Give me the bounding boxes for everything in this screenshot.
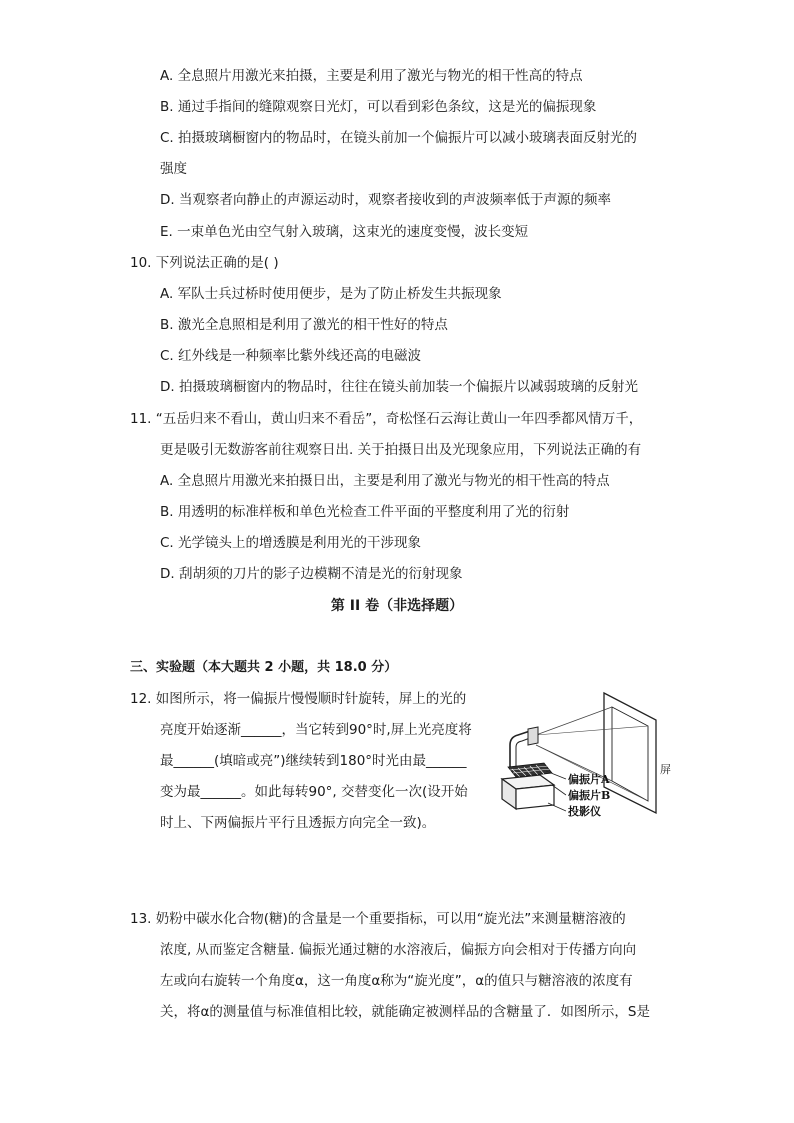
q13-line-4: 关，将α的测量值与标准值相比较，就能确定被测样品的含糖量了．如图所示，S是 xyxy=(160,1004,650,1020)
q9-option-e: E. 一束单色光由空气射入玻璃，这束光的速度变慢，波长变短 xyxy=(160,224,529,240)
q12-figure xyxy=(496,685,671,835)
label-projector: 投影仪 xyxy=(568,805,601,818)
q11-option-a: A. 全息照片用激光来拍摄日出，主要是利用了激光与物光的相干性高的特点 xyxy=(160,473,610,489)
q10-option-c: C. 红外线是一种频率比紫外线还高的电磁波 xyxy=(160,348,422,364)
label-screen: 屏 xyxy=(660,763,671,776)
q10-option-b: B. 激光全息照相是利用了激光的相干性好的特点 xyxy=(160,317,448,333)
q12-line-4: 变为最______。如此每转90°, 交替变化一次(设开始 xyxy=(160,784,468,800)
polarizer-grid xyxy=(508,763,552,777)
q12-line-3: 最______(填暗或亮”)继续转到180°时光由最______ xyxy=(160,753,467,769)
q9-option-b: B. 通过手指间的缝隙观察日光灯，可以看到彩色条纹，这是光的偏振现象 xyxy=(160,99,597,115)
q12-line-1: 12. 如图所示，将一偏振片慢慢顺时针旋转，屏上的光的 xyxy=(130,691,467,707)
q10-stem: 10. 下列说法正确的是( ) xyxy=(130,255,279,271)
q10-option-a: A. 军队士兵过桥时使用便步，是为了防止桥发生共振现象 xyxy=(160,286,502,302)
q13-line-3: 左或向右旋转一个角度α，这一角度α称为“旋光度”，α的值只与糖溶液的浓度有 xyxy=(160,973,633,989)
q9-option-c-cont: 强度 xyxy=(160,161,187,177)
q12-line-5: 时上、下两偏振片平行且透振方向完全一致)。 xyxy=(160,815,436,831)
q12-line-2: 亮度开始逐渐______，当它转到90°时,屏上光亮度将 xyxy=(160,722,472,738)
q13-line-1: 13. 奶粉中碳水化合物(糖)的含量是一个重要指标，可以用“旋光法”来测量糖溶液的 xyxy=(130,911,626,927)
label-polarizer-a: 偏振片A xyxy=(568,773,610,786)
q11-option-c: C. 光学镜头上的增透膜是利用光的干涉现象 xyxy=(160,535,422,551)
q9-option-c: C. 拍摄玻璃橱窗内的物品时，在镜头前加一个偏振片可以减小玻璃表面反射光的 xyxy=(160,130,638,146)
q11-option-b: B. 用透明的标准样板和单色光检查工件平面的平整度利用了光的衍射 xyxy=(160,504,570,520)
q11-option-d: D. 刮胡须的刀片的影子边模糊不清是光的衍射现象 xyxy=(160,566,463,582)
section-2-title: 第 II 卷（非选择题） xyxy=(330,598,464,614)
q9-option-a: A. 全息照片用激光来拍摄，主要是利用了激光与物光的相干性高的特点 xyxy=(160,68,583,84)
q13-line-2: 浓度, 从而鉴定含糖量. 偏振光通过糖的水溶液后，偏振方向会相对于传播方向向 xyxy=(160,942,637,958)
q10-option-d: D. 拍摄玻璃橱窗内的物品时，往往在镜头前加装一个偏振片以减弱玻璃的反射光 xyxy=(160,379,638,395)
q11-stem-cont: 更是吸引无数游客前往观察日出. 关于拍摄日出及光现象应用，下列说法正确的有 xyxy=(160,442,642,458)
q11-stem: 11. “五岳归来不看山，黄山归来不看岳”，奇松怪石云海让黄山一年四季都风情万千， xyxy=(130,411,643,427)
q9-option-d: D. 当观察者向静止的声源运动时，观察者接收到的声波频率低于声源的频率 xyxy=(160,192,611,208)
label-polarizer-b: 偏振片B xyxy=(568,789,611,802)
section-3-heading: 三、实验题（本大题共 2 小题，共 18.0 分） xyxy=(130,660,398,675)
